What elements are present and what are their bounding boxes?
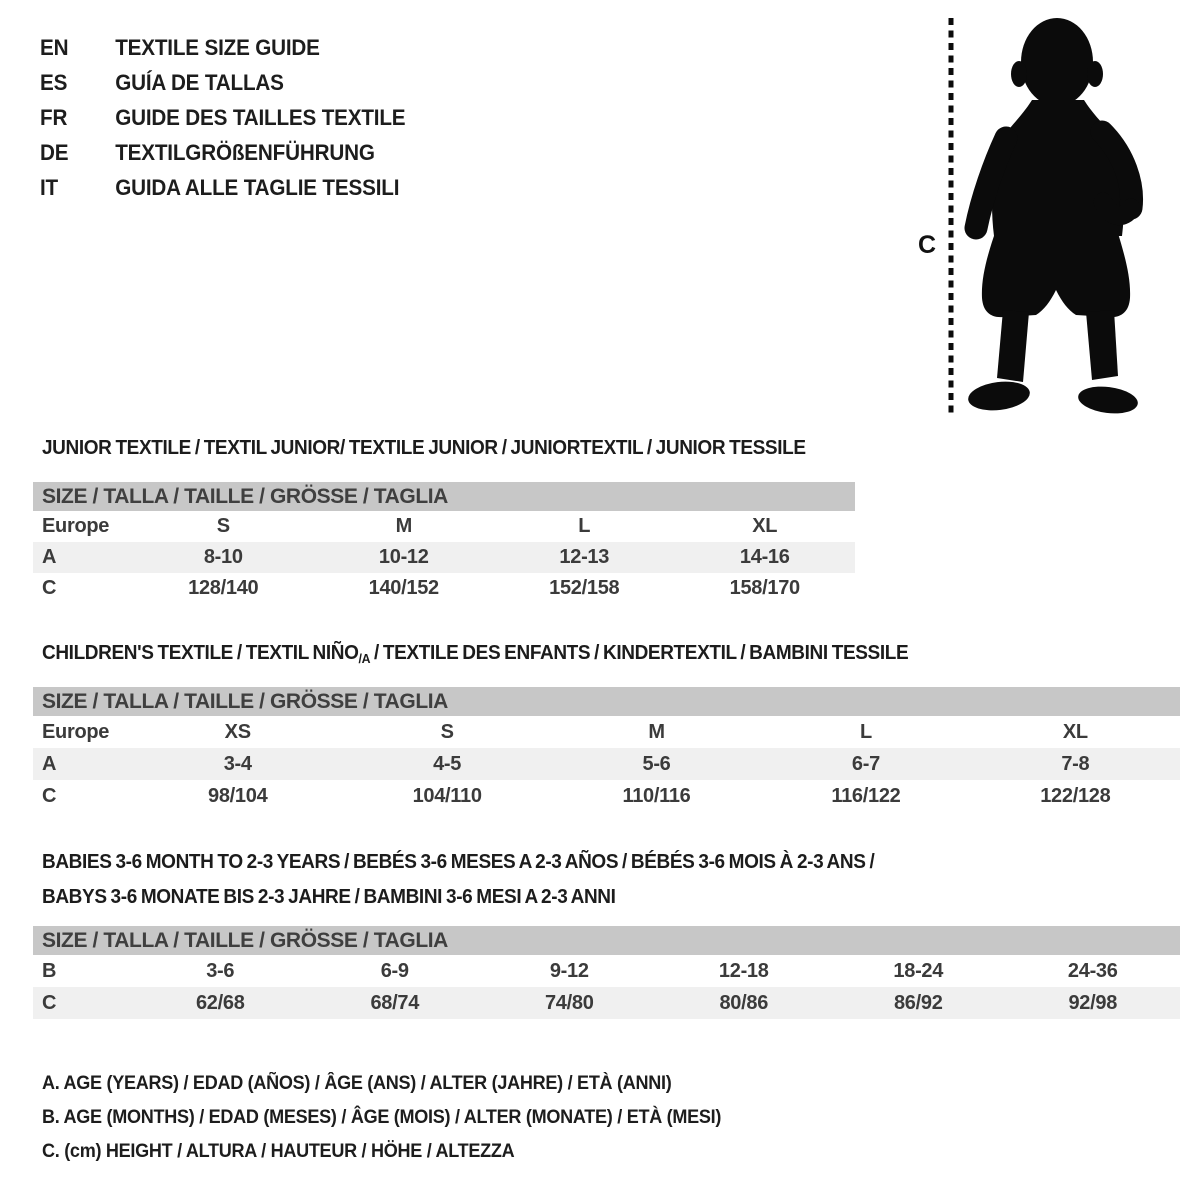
table-row — [33, 780, 1180, 812]
language-row — [40, 30, 405, 65]
months-cell: 12-18 — [718, 959, 769, 982]
language-title: GUIDA ALLE TAGLIE TESSILI — [115, 175, 400, 200]
height-cell: 122/128 — [1040, 784, 1111, 807]
height-cell: 140/152 — [368, 577, 439, 599]
age-cell: 6-7 — [851, 752, 880, 775]
size-cell: L — [578, 515, 591, 537]
size-cell: L — [859, 720, 872, 743]
age-cell: 8-10 — [203, 546, 243, 568]
language-title: GUÍA DE TALLAS — [115, 70, 284, 95]
language-title: GUIDE DES TAILLES TEXTILE — [115, 105, 406, 130]
size-bar: SIZE / TALLA / TAILLE / GRÖSSE / TAGLIA — [33, 482, 855, 511]
height-cell: 158/170 — [729, 577, 800, 599]
months-cell: 18-24 — [893, 959, 944, 982]
legend-line-a: A. AGE (YEARS) / EDAD (AÑOS) / ÂGE (ANS) / ALTER (JAHRE) / ETÀ (ANNI) — [42, 1073, 672, 1094]
table-row — [33, 955, 1180, 987]
row-label: Europe — [42, 515, 110, 537]
row-label: A — [42, 546, 57, 568]
row-label: B — [42, 959, 57, 982]
table-row — [33, 716, 1180, 748]
children-size-table — [33, 687, 1180, 812]
size-cell: S — [440, 720, 454, 743]
babies-size-table — [33, 926, 1180, 1019]
age-cell: 12-13 — [559, 546, 610, 568]
table-row — [33, 987, 1180, 1019]
age-cell: 14-16 — [739, 546, 790, 568]
legend — [42, 1067, 721, 1169]
height-cell: 98/104 — [208, 784, 268, 807]
height-cell: 104/110 — [412, 784, 482, 807]
row-label: Europe — [42, 720, 110, 743]
legend-line-b: B. AGE (MONTHS) / EDAD (MESES) / ÂGE (MOIS) / ALTER (MONATE) / ETÀ (MESI) — [42, 1107, 722, 1128]
language-code: EN — [40, 35, 69, 60]
age-cell: 10-12 — [378, 546, 429, 568]
height-cell: 128/140 — [188, 577, 259, 599]
age-cell: 7-8 — [1061, 752, 1090, 775]
language-code: IT — [40, 175, 59, 200]
size-cell: M — [648, 720, 665, 743]
height-cell: 74/80 — [544, 991, 594, 1014]
height-cell: 116/122 — [831, 784, 901, 807]
age-cell: 4-5 — [433, 752, 462, 775]
language-row — [40, 170, 405, 205]
language-title: TEXTILE SIZE GUIDE — [115, 35, 320, 60]
size-cell: S — [216, 515, 230, 537]
height-cell: 68/74 — [370, 991, 420, 1014]
language-code: FR — [40, 105, 68, 130]
language-code: ES — [40, 70, 68, 95]
size-cell: XS — [224, 720, 251, 743]
children-heading-rest: / TEXTILE DES ENFANTS / KINDERTEXTIL / BAMBINI TESSILE — [370, 642, 909, 664]
row-label: C — [42, 577, 57, 599]
language-title: TEXTILGRÖßENFÜHRUNG — [115, 140, 375, 165]
size-bar: SIZE / TALLA / TAILLE / GRÖSSE / TAGLIA — [33, 926, 1180, 955]
table-row — [33, 542, 855, 573]
junior-section-heading: JUNIOR TEXTILE / TEXTIL JUNIOR/ TEXTILE JUNIOR / JUNIORTEXTIL / JUNIOR TESSILE — [42, 437, 806, 459]
baby-silhouette-icon — [900, 12, 1152, 424]
language-row — [40, 135, 405, 170]
row-label: C — [42, 784, 57, 807]
height-cell: 62/68 — [195, 991, 245, 1014]
age-cell: 3-4 — [223, 752, 252, 775]
months-cell: 24-36 — [1067, 959, 1118, 982]
language-code: DE — [40, 140, 69, 165]
height-measure-figure — [900, 12, 1152, 424]
table-row — [33, 511, 855, 542]
size-cell: XL — [1062, 720, 1088, 743]
legend-line-c: C. (cm) HEIGHT / ALTURA / HAUTEUR / HÖHE / ALTEZZA — [42, 1141, 515, 1162]
children-section-heading — [42, 642, 908, 666]
height-measure-label: C — [918, 231, 937, 259]
junior-size-table — [33, 482, 855, 604]
babies-section-heading-line2: BABYS 3-6 MONATE BIS 2-3 JAHRE / BAMBINI 3-6 MESI A 2-3 ANNI — [42, 886, 616, 908]
height-cell: 152/158 — [549, 577, 620, 599]
size-bar: SIZE / TALLA / TAILLE / GRÖSSE / TAGLIA — [33, 687, 1180, 716]
months-cell: 9-12 — [549, 959, 589, 982]
row-label: A — [42, 752, 57, 775]
months-cell: 3-6 — [206, 959, 235, 982]
language-title-list — [40, 30, 405, 205]
height-cell: 80/86 — [719, 991, 769, 1014]
children-heading-sub: /A — [358, 651, 371, 666]
size-cell: XL — [752, 515, 778, 537]
language-row — [40, 100, 405, 135]
table-row — [33, 573, 855, 604]
row-label: C — [42, 991, 57, 1014]
babies-section-heading-line1: BABIES 3-6 MONTH TO 2-3 YEARS / BEBÉS 3-6 MESES A 2-3 AÑOS / BÉBÉS 3-6 MOIS À 2-3 ANS / — [42, 851, 875, 873]
children-heading-main: CHILDREN'S TEXTILE / TEXTIL NIÑO — [42, 642, 359, 664]
height-cell: 86/92 — [893, 991, 943, 1014]
language-row — [40, 65, 405, 100]
size-cell: M — [395, 515, 412, 537]
table-row — [33, 748, 1180, 780]
height-cell: 110/116 — [622, 784, 691, 807]
toddler-silhouette — [967, 18, 1140, 417]
height-cell: 92/98 — [1068, 991, 1118, 1014]
months-cell: 6-9 — [380, 959, 409, 982]
age-cell: 5-6 — [642, 752, 671, 775]
